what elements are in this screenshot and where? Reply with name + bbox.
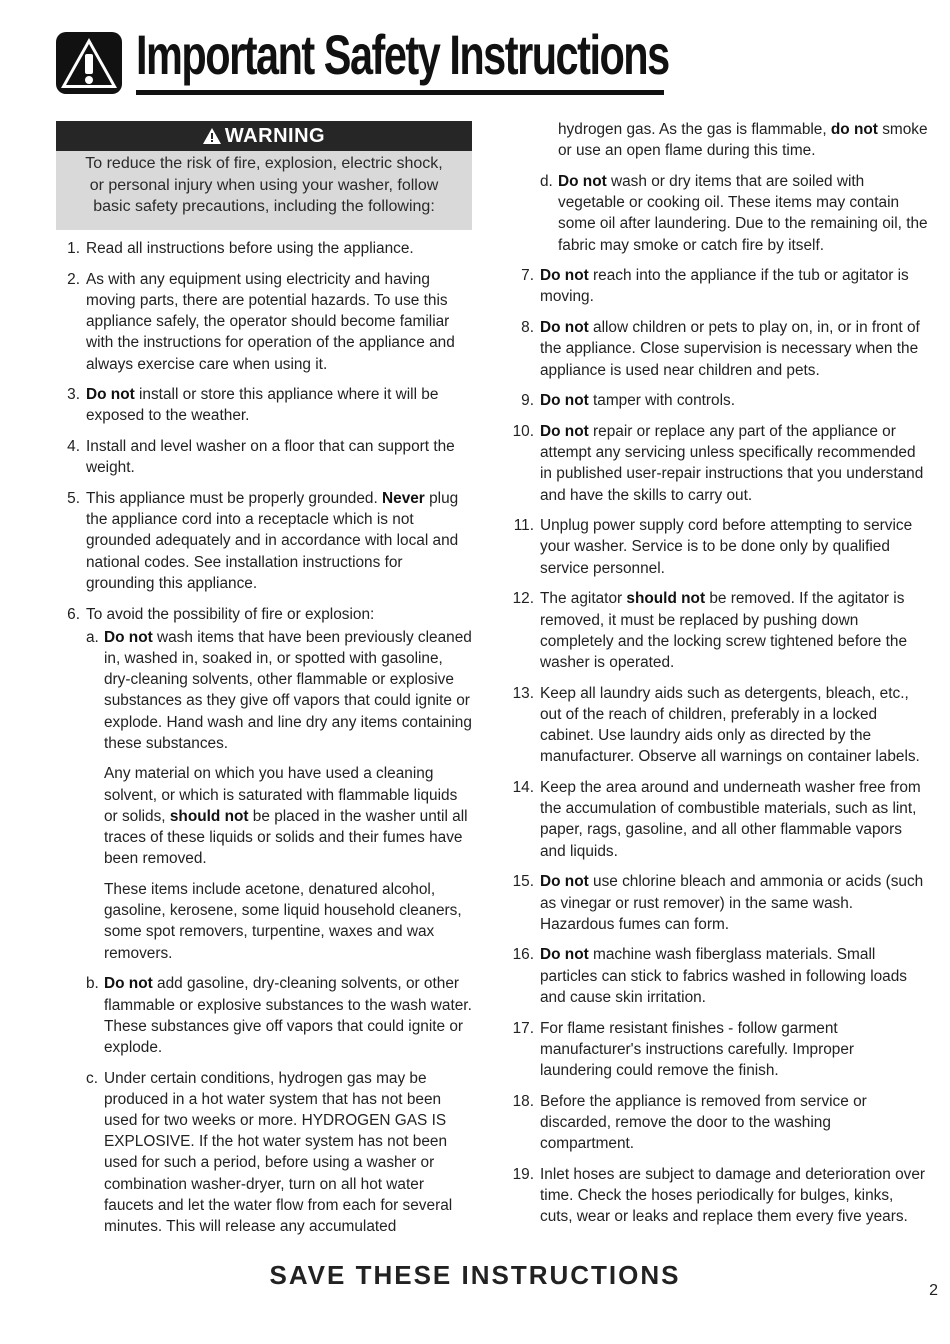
sub-item-continuation	[510, 119, 928, 161]
item-text: Any material on which you have used a cleaning solvent, or which is saturated with flammable liquids or solids,	[104, 765, 458, 825]
item-number: 2.	[67, 270, 80, 288]
title-underline	[136, 90, 664, 95]
item-number: 14.	[512, 778, 534, 796]
warning-heading	[56, 121, 472, 151]
item-text: hydrogen gas. As the gas is flammable,	[558, 121, 831, 138]
instruction-item	[56, 384, 472, 426]
item-text: install or store this appliance where it will be exposed to the weather.	[86, 386, 439, 425]
item-number: 12.	[512, 590, 534, 608]
save-instructions-footer: SAVE THESE INSTRUCTIONS	[269, 1260, 681, 1290]
instruction-item	[510, 777, 928, 862]
item-text: smoke or use an open flame during this time.	[558, 121, 928, 160]
warning-text	[56, 151, 472, 230]
page-header	[56, 23, 669, 98]
item-number: 3.	[67, 386, 80, 404]
instruction-item	[510, 390, 928, 411]
instruction-item	[56, 269, 472, 375]
item-text: allow children or pets to play on, in, or in front of the appliance. Close supervision is necessary when the appliance is used near children and pets.	[540, 319, 920, 379]
instruction-item	[510, 683, 928, 768]
item-text: tamper with controls.	[588, 392, 735, 410]
instruction-item	[510, 871, 928, 935]
item-number: 16.	[512, 946, 534, 964]
item-emphasis: Do not	[104, 628, 153, 646]
item-text: Install and level washer on a floor that can support the weight.	[86, 438, 455, 477]
item-emphasis: Do not	[540, 392, 589, 410]
item-number: 13.	[512, 684, 534, 702]
item-emphasis: Do not	[540, 319, 589, 337]
sub-item	[510, 171, 928, 256]
sub-item	[56, 1068, 472, 1238]
item-text: Keep the area around and underneath washer free from the accumulation of combustible materials, such as lint, paper, rags, gasoline, and all other flammable vapors and liquids.	[540, 778, 921, 860]
instruction-item	[56, 488, 472, 594]
sub-item	[56, 627, 472, 754]
sub-item-paragraph	[56, 763, 472, 869]
item-text: be removed. If the agitator is removed, it must be replaced by pushing down completely and the locking screw tightened before the washer is operated.	[540, 590, 908, 671]
sub-item-letter: d.	[540, 172, 553, 190]
item-emphasis: Do not	[86, 386, 135, 404]
item-text: repair or replace any part of the appliance or attempt any servicing unless specifically recommended in published user-repair instructions that you understand and have the skills to carry out.	[540, 422, 924, 504]
warning-line: basic safety precautions, including the following:	[93, 198, 435, 215]
instruction-item	[510, 588, 928, 673]
warning-small-icon	[203, 128, 221, 144]
page-title: Important Safety Instructions	[136, 23, 669, 86]
item-text: Unplug power supply cord before attempting to service your washer. Service is to be done only by qualified service personnel.	[540, 517, 913, 577]
item-number: 5.	[67, 490, 80, 508]
instruction-item	[510, 1091, 928, 1155]
sub-item	[56, 973, 472, 1058]
warning-triangle-icon	[56, 32, 122, 94]
item-text: The agitator	[540, 590, 627, 608]
item-number: 4.	[67, 438, 80, 456]
instruction-item	[510, 944, 928, 1008]
item-number: 19.	[512, 1165, 534, 1183]
item-text: These items include acetone, denatured alcohol, gasoline, kerosene, some liquid household cleaners, some spot removers, turpentine, waxes and wax removers.	[104, 880, 462, 962]
item-text: wash or dry items that are soiled with vegetable or cooking oil. These items may contain some oil after laundering. Due to the remaining oil, the fabric may smoke or catch fire by itself.	[558, 172, 928, 254]
item-number: 10.	[512, 422, 534, 440]
item-emphasis: Never	[382, 490, 425, 508]
item-number: 8.	[521, 319, 534, 337]
warning-label: WARNING	[224, 125, 326, 147]
item-emphasis: do not	[830, 121, 878, 138]
item-text: Before the appliance is removed from service or discarded, remove the door to the washing compartment.	[540, 1092, 867, 1153]
item-emphasis: Do not	[540, 422, 589, 440]
item-text: As with any equipment using electricity and having moving parts, there are potential hazards. To use this appliance safely, the operator should become familiar with the instructions for operation of the appliance and always exercise care when using it.	[86, 270, 455, 373]
instruction-item	[510, 1018, 928, 1082]
sub-item-letter: c.	[86, 1069, 98, 1087]
instruction-item	[56, 436, 472, 478]
item-text: wash items that have been previously cleaned in, washed in, soaked in, or spotted with gasoline, dry-cleaning solvents, other flammable or explosive substances as they give off vapors that could ignite or explode. Hand wash and line dry any items containing these substances.	[104, 628, 472, 752]
instruction-item	[510, 265, 928, 307]
sub-item-letter: b.	[86, 975, 99, 993]
item-emphasis: Do not	[558, 172, 607, 190]
warning-line: or personal injury when using your washer, follow	[89, 176, 439, 194]
right-column	[510, 119, 928, 1237]
item-text: plug the appliance cord into a receptacle which is not grounded adequately and in accordance with local and national codes. See installation instructions for grounding this appliance.	[86, 490, 459, 592]
item-text: machine wash fiberglass materials. Small particles can stick to fabrics washed in following loads and cause skin irritation.	[540, 946, 907, 1006]
left-column	[56, 238, 472, 1247]
item-number: 1.	[67, 240, 80, 257]
item-text: Inlet hoses are subject to damage and deterioration over time. Check the hoses periodically for bulges, kinks, cuts, wear or leaks and replace them every five years.	[540, 1165, 926, 1226]
item-text: Under certain conditions, hydrogen gas may be produced in a hot water system that has not been used for two weeks or more. HYDROGEN GAS IS EXPLOSIVE. If the hot water system has not been used for such a period, before using a washer or combination washer-dryer, turn on all hot water faucets and let the water flow from each for several minutes. This will release any accumulated	[104, 1069, 453, 1236]
item-number: 18.	[512, 1092, 534, 1110]
item-emphasis: Do not	[540, 946, 589, 964]
item-text: use chlorine bleach and ammonia or acids (such as vinegar or rust remover) in the same wash. Hazardous fumes can form.	[540, 873, 924, 933]
sub-item-paragraph	[56, 879, 472, 964]
item-text: Read all instructions before using the appliance.	[86, 240, 414, 257]
item-text: add gasoline, dry-cleaning solvents, or other flammable or explosive substances to the wash water. These substances give off vapors that could ignite or explode.	[104, 975, 472, 1056]
warning-box	[56, 121, 472, 230]
instruction-item	[56, 238, 472, 259]
item-emphasis: should not	[169, 807, 249, 825]
item-number: 6.	[67, 605, 80, 623]
item-text: be placed in the washer until all traces of these liquids or solids and their fumes have been removed.	[104, 807, 468, 868]
item-number: 17.	[512, 1019, 534, 1037]
item-emphasis: should not	[626, 590, 706, 608]
item-number: 7.	[521, 267, 534, 285]
item-emphasis: Do not	[540, 267, 589, 285]
instruction-item	[56, 604, 472, 625]
item-text: For flame resistant finishes - follow garment manufacturer's instructions carefully. Improper laundering could remove the finish.	[540, 1019, 855, 1079]
instruction-item	[510, 421, 928, 506]
item-number: 11.	[513, 517, 534, 535]
sub-item-letter: a.	[86, 628, 99, 646]
instruction-item	[510, 515, 928, 579]
item-text: To avoid the possibility of fire or explosion:	[86, 605, 375, 623]
item-emphasis: Do not	[104, 975, 153, 993]
item-text: Keep all laundry aids such as detergents, bleach, etc., out of the reach of children, preferably in a locked cabinet. Use laundry aids only as directed by the manufacturer. Observe all warnings on container labels.	[540, 684, 920, 766]
instruction-item	[510, 1164, 928, 1228]
item-text: This appliance must be properly grounded.	[86, 490, 383, 508]
page-number: 2	[929, 1282, 938, 1299]
instruction-item	[510, 317, 928, 381]
warning-line: To reduce the risk of fire, explosion, electric shock,	[85, 155, 443, 172]
item-number: 15.	[512, 873, 534, 891]
item-text: reach into the appliance if the tub or agitator is moving.	[540, 267, 909, 306]
item-number: 9.	[521, 392, 534, 410]
item-emphasis: Do not	[540, 873, 589, 891]
